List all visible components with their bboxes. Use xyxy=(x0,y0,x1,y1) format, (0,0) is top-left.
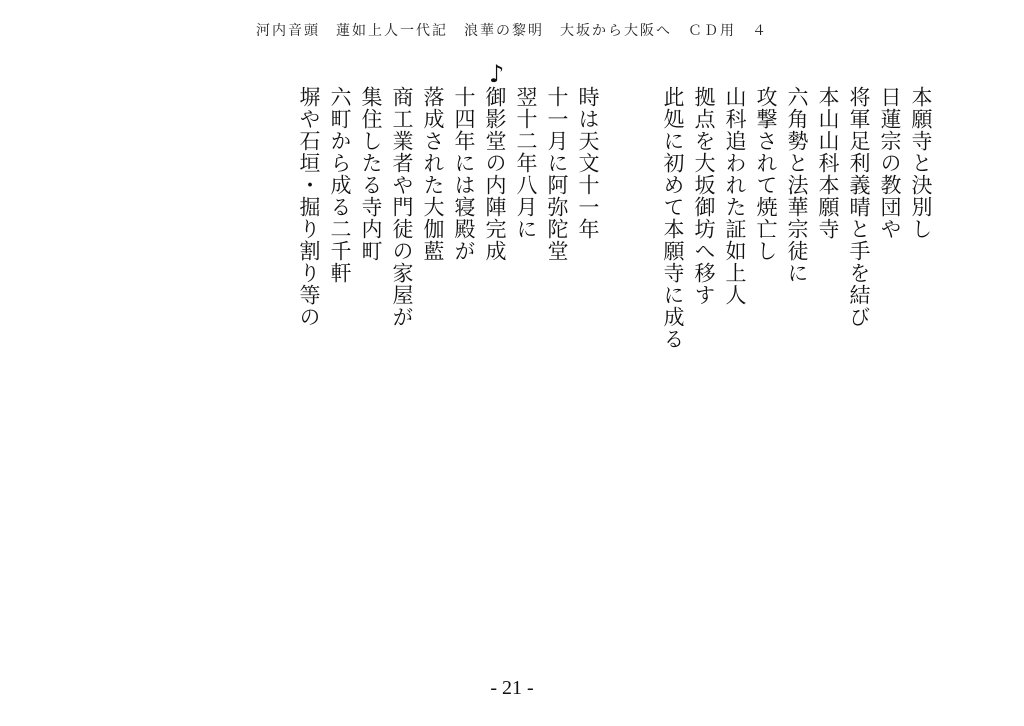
lyric-line: 十四年には寝殿が xyxy=(452,86,476,262)
lyric-line: 商工業者や門徒の家屋が xyxy=(390,86,414,328)
lyric-line: 本願寺と決別し xyxy=(909,86,933,240)
lyric-line: 山科追われた証如上人 xyxy=(723,86,747,306)
lyric-line: 拠点を大坂御坊へ移す xyxy=(692,86,716,306)
lyric-line: 此処に初めて本願寺に成る xyxy=(661,86,685,350)
lyric-line: 攻撃されて焼亡し xyxy=(754,86,778,262)
page-header: 河内音頭 蓮如上人一代記 浪華の黎明 大坂から大阪へ ＣＤ用 ４ xyxy=(256,23,768,39)
lyric-line: 塀や石垣・掘り割り等の xyxy=(297,86,321,328)
lyric-line: 集住したる寺内町 xyxy=(359,86,383,262)
lyric-line: 御影堂の内陣完成 xyxy=(483,86,507,262)
lyric-line: 十一月に阿弥陀堂 xyxy=(545,86,569,262)
page-number: - 21 - xyxy=(490,677,534,699)
lyric-line: 本山山科本願寺 xyxy=(816,86,840,240)
lyric-line: 将軍足利義晴と手を結び xyxy=(847,86,871,328)
lyric-line: 落成された大伽藍 xyxy=(421,86,445,262)
lyric-line: 六町から成る二千軒 xyxy=(328,86,352,284)
lyric-line: 時は天文十一年 xyxy=(576,86,600,240)
lyric-line: 日蓮宗の教団や xyxy=(878,86,902,240)
verse-1 xyxy=(657,86,936,406)
lyric-line: 翌十二年八月に xyxy=(514,86,538,240)
lyric-line: 六角勢と法華宗徒に xyxy=(785,86,809,284)
verse-2 xyxy=(293,86,603,406)
lyrics-body xyxy=(293,86,936,416)
music-note-icon: ♪ xyxy=(489,60,505,88)
